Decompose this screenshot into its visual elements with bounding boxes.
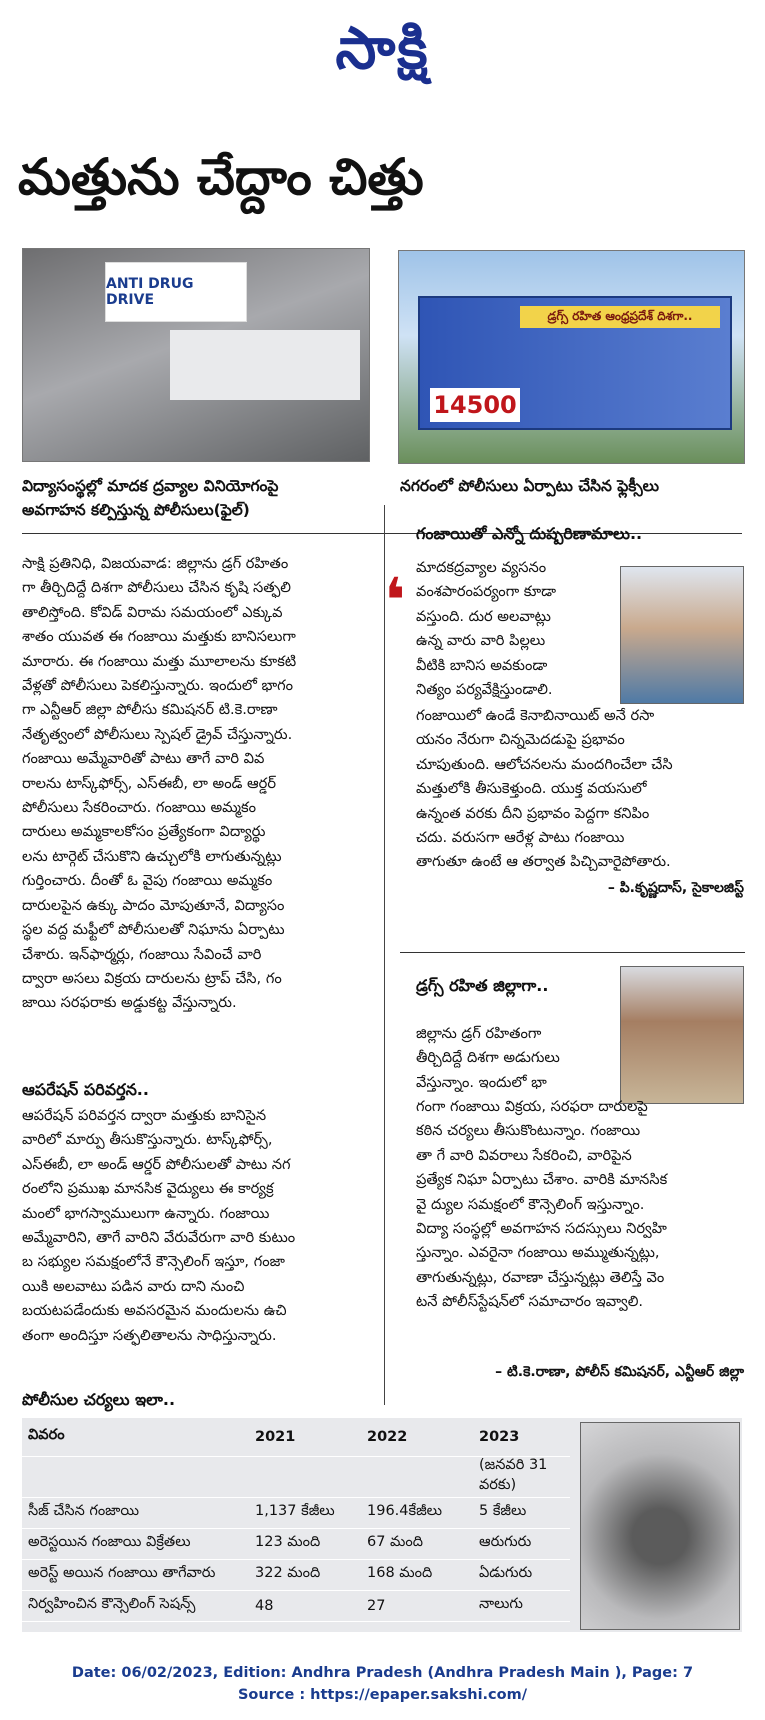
table-cell: ఆరుగురు xyxy=(473,1529,570,1560)
table-cell: 168 మంది xyxy=(361,1560,473,1591)
table-cell: 1,137 కేజీలు xyxy=(249,1498,361,1529)
text-line: గంజాయిలో ఉండే కెనాబినాయిట్ అనే రసా xyxy=(416,707,655,724)
text-line: తాగుతున్నట్లు, రవాణా చేస్తున్నట్లు తెలిస్తే వెం xyxy=(416,1268,665,1286)
text-line: యనం నేరుగా చిన్నమెదడుపై ప్రభావం xyxy=(416,731,625,749)
text-line: దారులు అమ్మకాలకోసం ప్రత్యేకంగా విద్యార్థు xyxy=(22,823,266,841)
text-line: తాలిస్తోంది. కోవిడ్ విరామ సమయంలో ఎక్కువ xyxy=(22,603,283,621)
text-line: అమ్మేవారిని, తాగే వారిని వేరువేరుగా వారి కుటుం xyxy=(22,1229,296,1247)
stage-table xyxy=(170,330,360,400)
text-line: మాదకద్రవ్యాల వ్యసనం xyxy=(416,559,547,576)
text-line: యికి అలవాటు పడిన వారు దాని నుంచి xyxy=(22,1277,245,1295)
police-actions-table xyxy=(22,1418,570,1622)
text-line: వారిలో మార్పు తీసుకొస్తున్నారు. టాస్క్‌ఫోర్స్, xyxy=(22,1131,273,1149)
text-line: ఆపరేషన్ పరివర్తన ద్వారా మత్తుకు బానిసైన xyxy=(22,1107,267,1124)
table-cell: 67 మంది xyxy=(361,1529,473,1560)
sidebar1-heading: గంజాయితో ఎన్నో దుష్పరిణామాలు.. xyxy=(416,524,643,543)
divider xyxy=(400,952,745,953)
table-note: (జనవరి 31 వరకు) xyxy=(473,1457,570,1498)
table-cell: నాలుగు xyxy=(473,1591,570,1622)
header-cell: 2022 xyxy=(361,1418,473,1457)
header-cell: వివరం xyxy=(22,1418,249,1457)
text-line: వేస్తున్నాం. ఇందులో భా xyxy=(416,1073,547,1091)
text-line: దారులపైన ఉక్కు పాదం మోపుతూనే, విద్యాసం xyxy=(22,896,285,914)
table-cell: 5 కేజీలు xyxy=(473,1498,570,1529)
text-line: గంజాయి అమ్మేవారితో పాటు తాగే వారి వివ xyxy=(22,750,265,768)
table-cell: ఏడుగురు xyxy=(473,1560,570,1591)
sidebar2-text-narrow xyxy=(416,1022,612,1095)
text-line: చదు. వరుసగా ఆరేళ్ల పాటు గంజాయి xyxy=(416,829,625,847)
flexi-title: డ్రగ్స్ రహిత ఆంధ్రప్రదేశ్ దిశగా.. xyxy=(520,306,720,328)
table-note-row xyxy=(22,1457,570,1498)
text-line: మత్తులోకి తీసుకెళ్తుంది. యుక్త వయసులో xyxy=(416,780,647,798)
text-line: వేళ్లతో పోలీసులు పెకలిస్తున్నారు. ఇందులో భాగం xyxy=(22,677,294,695)
table-cell: 196.4కేజీలు xyxy=(361,1498,473,1529)
text-line: జిల్లాను డ్రగ్ రహితంగా xyxy=(416,1025,542,1042)
text-line: తీర్చిదిద్దే దిశగా అడుగులు xyxy=(416,1049,560,1067)
helpline-number: 14500 xyxy=(430,388,520,422)
edition-info: Date: 06/02/2023, Edition: Andhra Pradesh (Andhra Pradesh Main ), Page: 7 xyxy=(71,1665,694,1681)
sidebar1-text-narrow xyxy=(416,556,612,702)
text-line: కఠిన చర్యలు తీసుకొంటున్నాం. గంజాయి xyxy=(416,1122,641,1140)
text-line: బ సభ్యుల సమక్షంలోనే కౌన్సెలింగ్ ఇస్తూ, గంజా xyxy=(22,1253,285,1271)
photo2-caption: నగరంలో పోలీసులు ఏర్పాటు చేసిన ఫ్లెక్సీలు xyxy=(400,477,660,495)
text-line: పోలీసులు సేకరించారు. గంజాయి అమ్మకం xyxy=(22,799,257,817)
table-header-row xyxy=(22,1418,570,1457)
table-cell xyxy=(22,1457,249,1498)
sidebar2-text-wide xyxy=(416,1095,746,1315)
sidebar1-text-wide xyxy=(416,704,746,875)
text-line: ఉన్నంత వరకు దీని ప్రభావం పెద్దగా కనిపిం xyxy=(416,804,650,822)
text-line: తంగా అందిస్తూ సత్ఫలితాలను సాధిస్తున్నారు. xyxy=(22,1326,277,1344)
table-cell xyxy=(361,1457,473,1498)
table-cell: సీజ్ చేసిన గంజాయి xyxy=(22,1498,249,1529)
seized-ganja-photo xyxy=(580,1422,740,1630)
text-line: నేతృత్వంలో పోలీసులు స్పెషల్ డ్రైవ్ చేస్తున్నారు. xyxy=(22,725,293,743)
text-line: ప్రత్యేక నిఘా ఏర్పాటు చేశాం. వారికి మానసిక xyxy=(416,1171,668,1189)
anti-drug-drive-banner: ANTI DRUG DRIVE xyxy=(105,262,247,322)
table-cell: అరెస్టయిన గంజాయి విక్రేతలు xyxy=(22,1529,249,1560)
text-line: ఉన్న వారు వారి పిల్లలు xyxy=(416,632,546,650)
table-title: పోలీసుల చర్యలు ఇలా.. xyxy=(22,1390,176,1409)
article-paragraph-1 xyxy=(22,552,374,1016)
table-row xyxy=(22,1591,570,1622)
text-line: లను టార్గెట్ చేసుకొని ఉచ్చులోకి లాగుతున్నట్లు xyxy=(22,847,282,865)
text-line: రంలోని ప్రముఖ మానసిక వైద్యులు ఈ కార్యక్ర xyxy=(22,1180,274,1198)
quote-mark-icon: ❛ xyxy=(384,564,406,637)
text-line: వంశపారంపర్యంగా కూడా xyxy=(416,583,557,601)
photo1-caption xyxy=(22,474,382,522)
text-line: నిత్యం పర్యవేక్షిస్తుండాలి. xyxy=(416,681,553,699)
table-cell: 48 xyxy=(249,1591,361,1622)
psychologist-signature: – పి.కృష్ణదాస్, సైకాలజిస్ట్ xyxy=(607,880,744,896)
text-line: తా గే వారి వివరాలు సేకరించి, వారిపైన xyxy=(416,1146,632,1164)
table-cell: 123 మంది xyxy=(249,1529,361,1560)
text-line: టనే పోలీస్‌స్టేషన్‌లో సమాచారం ఇవ్వాలి. xyxy=(416,1293,644,1311)
psychologist-portrait xyxy=(620,566,744,704)
article-paragraph-2 xyxy=(22,1104,374,1348)
text-line: గా తీర్చిదిద్దే దిశగా పోలీసులు చేసిన కృషి సత్ఫలి xyxy=(22,579,291,597)
article-headline: మత్తును చేద్దాం చిత్తు xyxy=(18,148,424,206)
sidebar2-heading: డ్రగ్స్ రహిత జిల్లాగా.. xyxy=(416,976,549,995)
text-line: చూపుతుంది. ఆలోచనలను మందగించేలా చేసి xyxy=(416,755,673,773)
text-line: గా ఎన్టీఆర్ జిల్లా పోలీసు కమిషనర్ టి.కె.రాణా xyxy=(22,701,278,719)
text-line: గుర్తించారు. దీంతో ఓ వైపు గంజాయి అమ్మకం xyxy=(22,872,273,890)
subhead-operation-parivartana: ఆపరేషన్ పరివర్తన.. xyxy=(22,1080,149,1099)
text-line: జాయి సరఫరాకు అడ్డుకట్ట వేస్తున్నారు. xyxy=(22,994,237,1012)
newspaper-masthead: సాక్షి xyxy=(335,14,430,82)
header-cell: 2023 xyxy=(473,1418,570,1457)
table-row xyxy=(22,1529,570,1560)
text-line: ఎస్ఈబీ, లా అండ్ ఆర్డర్ పోలీసులతో పాటు నగ xyxy=(22,1155,291,1173)
column-divider xyxy=(384,505,385,1405)
table-cell: అరెస్ట్ అయిన గంజాయి తాగేవారు xyxy=(22,1560,249,1591)
text-line: రాలను టాస్క్‌ఫోర్స్, ఎస్ఈబీ, లా అండ్ ఆర్డర్ xyxy=(22,774,276,792)
commissioner-signature: – టి.కె.రాణా, పోలీస్ కమిషనర్, ఎన్టీఆర్ జిల్లా xyxy=(495,1364,744,1380)
page-footer xyxy=(0,1662,765,1706)
text-line: శాతం యువత ఈ గంజాయి మత్తుకు బానిసలుగా xyxy=(22,628,296,646)
text-line: వీటికి బానిస అవకుండా xyxy=(416,656,548,674)
table-cell xyxy=(249,1457,361,1498)
text-line: స్తున్నాం. ఎవరైనా గంజాయి అమ్ముతున్నట్లు, xyxy=(416,1244,660,1262)
table-row xyxy=(22,1498,570,1529)
source-link[interactable]: Source : https://epaper.sakshi.com/ xyxy=(237,1687,528,1703)
text-line: సాక్షి ప్రతినిధి, విజయవాడ: జిల్లాను డ్రగ్ రహితం xyxy=(22,555,289,572)
text-line: తాగుతూ ఉంటే ఆ తర్వాత పిచ్చివారైపోతారు. xyxy=(416,853,671,871)
table-cell: నిర్వహించిన కౌన్సెలింగ్ సెషన్స్ xyxy=(22,1591,249,1622)
text-line: వస్తుంది. దుర అలవాట్లు xyxy=(416,607,551,625)
table-cell: 322 మంది xyxy=(249,1560,361,1591)
text-line: విద్యా సంస్థల్లో అవగాహన సదస్సులు నిర్వహి xyxy=(416,1220,667,1238)
text-line: బయటపడేందుకు అవసరమైన మందులను ఉచి xyxy=(22,1302,287,1320)
text-line: ద్వారా అసలు విక్రయ దారులను ట్రాప్ చేసి, గం xyxy=(22,969,282,987)
caption-line: విద్యాసంస్థల్లో మాదక ద్రవ్యాల వినియోగంపై xyxy=(22,477,279,495)
commissioner-portrait xyxy=(620,966,744,1104)
text-line: చేశారు. ఇన్‌ఫార్మర్లు, గంజాయి సేవించే వారి xyxy=(22,945,262,963)
table-row xyxy=(22,1560,570,1591)
table-cell: 27 xyxy=(361,1591,473,1622)
text-line: గంగా గంజాయి విక్రయ, సరఫరా దారులపై xyxy=(416,1098,648,1115)
text-line: మారారు. ఈ గంజాయి మత్తు మూలాలను కూకటి xyxy=(22,652,297,670)
text-line: మంలో భాగస్వాములుగా ఉన్నారు. గంజాయి xyxy=(22,1204,270,1222)
text-line: స్థల వద్ద మఫ్టీలో పోలీసులతో నిఘాను ఏర్పాటు xyxy=(22,921,285,939)
text-line: వై ద్యుల సమక్షంలో కౌన్సెలింగ్ ఇస్తున్నాం. xyxy=(416,1195,645,1213)
header-cell: 2021 xyxy=(249,1418,361,1457)
caption-line: అవగాహన కల్పిస్తున్న పోలీసులు(ఫైల్) xyxy=(22,501,250,519)
